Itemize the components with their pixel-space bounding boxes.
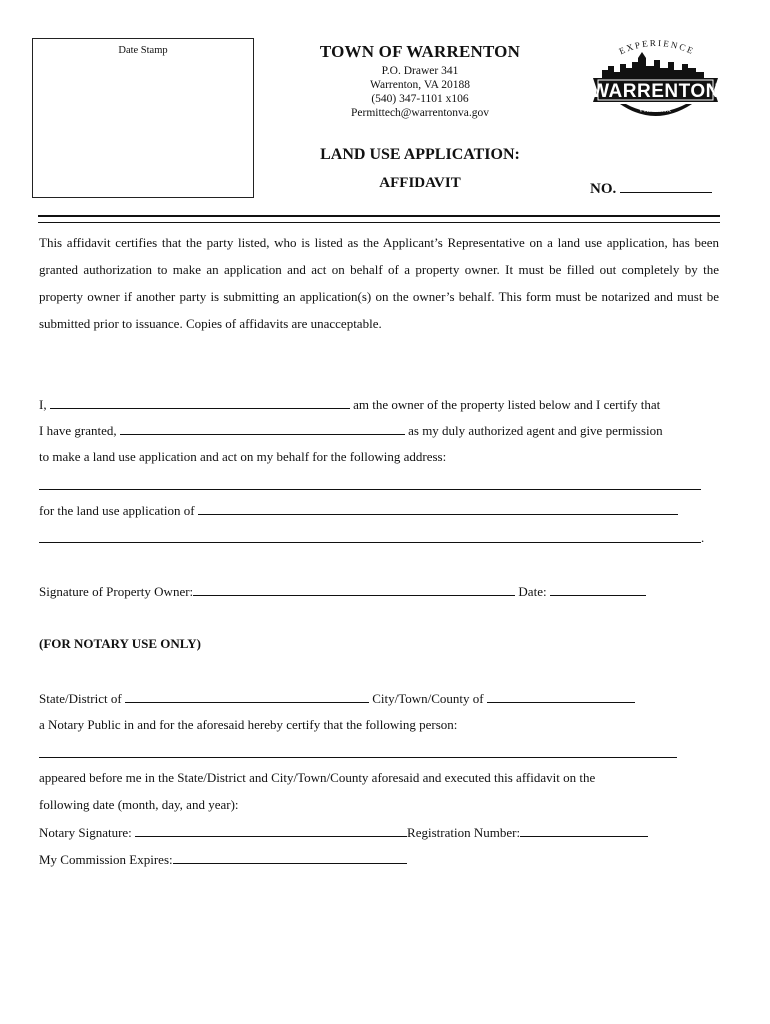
application-field[interactable] bbox=[198, 502, 678, 515]
agent-name-field[interactable] bbox=[120, 422, 405, 435]
form-subtitle: AFFIDAVIT bbox=[379, 175, 461, 191]
address-block bbox=[300, 64, 540, 120]
i-label: I, bbox=[39, 397, 47, 412]
number-field[interactable] bbox=[590, 180, 712, 198]
period-mark: . bbox=[701, 530, 705, 545]
date-instruction: following date (month, day, and year): bbox=[39, 797, 239, 812]
warrenton-logo-icon bbox=[588, 38, 723, 128]
registration-field[interactable] bbox=[520, 824, 648, 837]
granted-label: I have granted, bbox=[39, 423, 117, 438]
logo-main-text: WARRENTON bbox=[591, 81, 720, 102]
owner-line bbox=[39, 396, 660, 412]
commission-line bbox=[39, 851, 407, 867]
owner-name-field[interactable] bbox=[50, 396, 350, 409]
application-continued-field[interactable] bbox=[39, 542, 701, 543]
intro-paragraph: This affidavit certifies that the party listed, who is listed as the Applicant’s Representative on a land use application, has been granted authorization to make an application and act on behalf of a property owner. It must be filled out completely by the property owner if another party is submitting an application(s) on the owner’s behalf. This form must be notarized and must be submitted prior to issuance. Copies of affidavits are unacceptable. bbox=[39, 235, 719, 331]
city-field[interactable] bbox=[487, 690, 635, 703]
state-label: State/District of bbox=[39, 691, 122, 706]
svg-text:EXPERIENCE bbox=[618, 38, 697, 56]
notary-signature-label: Notary Signature: bbox=[39, 825, 132, 840]
commission-label: My Commission Expires: bbox=[39, 852, 173, 867]
date-stamp-box bbox=[32, 38, 254, 198]
number-blank[interactable] bbox=[620, 180, 712, 193]
application-line bbox=[39, 502, 678, 518]
logo-top-text: EXPERIENCE bbox=[617, 38, 697, 57]
commission-field[interactable] bbox=[173, 851, 407, 864]
notary-heading: (FOR NOTARY USE ONLY) bbox=[39, 636, 201, 651]
owner-date-field[interactable] bbox=[550, 583, 646, 596]
owner-signature-field[interactable] bbox=[193, 583, 515, 596]
person-field[interactable] bbox=[39, 757, 677, 758]
address-line: (540) 347-1101 x106 bbox=[371, 93, 469, 105]
header-divider-thin bbox=[38, 222, 720, 223]
state-field[interactable] bbox=[125, 690, 369, 703]
logo-sub-text: VIRGINIA bbox=[638, 108, 673, 114]
application-label: for the land use application of bbox=[39, 503, 195, 518]
number-label: NO. bbox=[590, 181, 617, 197]
notary-signature-field[interactable] bbox=[135, 824, 407, 837]
property-address-field[interactable] bbox=[39, 489, 701, 490]
address-line: P.O. Drawer 341 bbox=[381, 65, 459, 77]
owner-signature-label: Signature of Property Owner: bbox=[39, 584, 194, 599]
form-title: LAND USE APPLICATION: bbox=[320, 146, 520, 163]
town-name: TOWN OF WARRENTON bbox=[319, 42, 521, 61]
owner-statement: am the owner of the property listed below and I certify that bbox=[353, 397, 661, 412]
registration-label: Registration Number: bbox=[407, 825, 521, 840]
notary-signature-line bbox=[39, 824, 648, 840]
date-label: Date: bbox=[518, 584, 547, 599]
city-label: City/Town/County of bbox=[372, 691, 484, 706]
notary-location-line bbox=[39, 690, 635, 706]
address-instruction: to make a land use application and act on my behalf for the following address: bbox=[39, 449, 447, 464]
address-line: Warrenton, VA 20188 bbox=[370, 79, 470, 91]
agent-statement: as my duly authorized agent and give permission bbox=[408, 423, 663, 438]
header-divider-thick bbox=[38, 215, 720, 217]
notary-public-text: a Notary Public in and for the aforesaid hereby certify that the following person: bbox=[39, 717, 458, 732]
appeared-text: appeared before me in the State/District and City/Town/County aforesaid and executed this affidavit on the bbox=[39, 770, 596, 785]
email-line: Permittech@warrentonva.gov bbox=[350, 107, 489, 119]
date-stamp-label: Date Stamp bbox=[118, 45, 168, 56]
granted-line bbox=[39, 422, 663, 438]
owner-signature-line bbox=[39, 583, 646, 599]
